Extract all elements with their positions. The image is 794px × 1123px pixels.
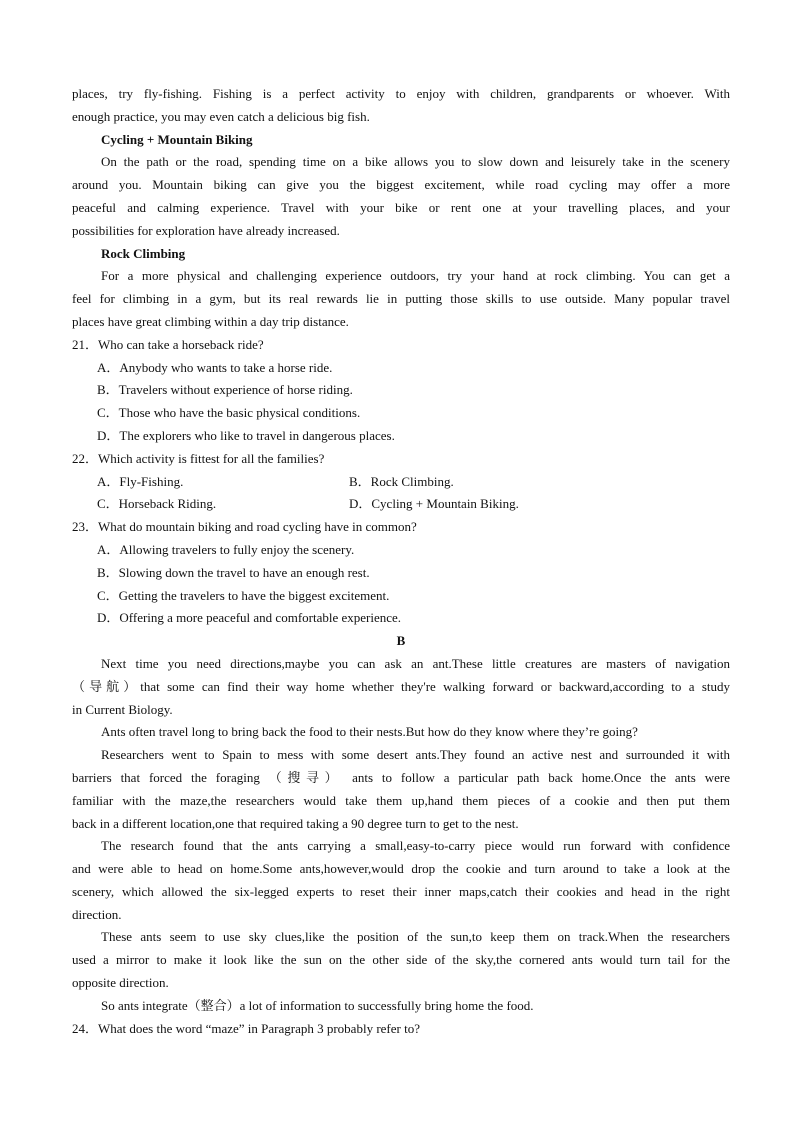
passage-b-p3-line: barriers that forced the foraging （搜寻） ants to follow a particular path back home.Once the ants were: [72, 769, 730, 785]
passage-b-p1-line: （导航）that some can find their way home whether they're walking forward or backward,according to a study: [72, 678, 730, 694]
passage-b-p4-line: direction.: [72, 906, 122, 922]
question-22-row-1: [72, 471, 730, 494]
question-21-option-d: D．The explorers who like to travel in dangerous places.: [97, 427, 395, 443]
passage-b-p5-line: These ants seem to use sky clues,like the position of the sun,to keep them on track.When the researchers: [101, 929, 730, 945]
passage-b-p1-line: in Current Biology.: [72, 701, 173, 717]
question-22-option-a: A．Fly-Fishing.: [97, 473, 184, 489]
question-23-option-a: A．Allowing travelers to fully enjoy the scenery.: [97, 541, 355, 557]
passage-b-p5-line: opposite direction.: [72, 975, 169, 991]
climbing-text-line: places have great climbing within a day trip distance.: [72, 313, 349, 329]
question-22-option-d: D．Cycling + Mountain Biking.: [349, 496, 519, 512]
passage-b-p3-line: Researchers went to Spain to mess with some desert ants.They found an active nest and surrounded it with: [101, 747, 730, 763]
climbing-text-line: For a more physical and challenging experience outdoors, try your hand at rock climbing. You can get a: [101, 268, 730, 284]
question-22-option-c: C．Horseback Riding.: [97, 496, 217, 512]
question-21-option-a: A．Anybody who wants to take a horse ride.: [97, 359, 333, 375]
section-title-climbing: Rock Climbing: [101, 245, 186, 261]
question-23-option-c: C．Getting the travelers to have the biggest excitement.: [97, 587, 390, 603]
cycling-text-line: On the path or the road, spending time on a bike allows you to slow down and leisurely take in the scenery: [101, 154, 730, 170]
passage-b-p4-line: scenery, which allowed the six-legged experts to reset their inner maps,catch their cookies and head in the right: [72, 883, 730, 899]
document-page: [72, 83, 730, 1040]
question-23-option-b: B．Slowing down the travel to have an enough rest.: [97, 564, 370, 580]
passage-b-p3-line: familiar with the maze,the researchers would take them up,hand them pieces of a cookie and then put them: [72, 792, 730, 808]
question-21-stem: 21．Who can take a horseback ride?: [72, 336, 264, 352]
passage-b-p4-line: and were able to head on home.Some ants,however,would drop the cookie and turn around to take a look at the: [72, 861, 730, 877]
passage-b-p4-line: The research found that the ants carrying a small,easy-to-carry piece would run forward with confidence: [101, 838, 730, 854]
question-23-stem: 23．What do mountain biking and road cycling have in common?: [72, 519, 417, 535]
question-21-option-c: C．Those who have the basic physical conditions.: [97, 405, 361, 421]
question-22-stem: 22．Which activity is fittest for all the families?: [72, 450, 325, 466]
passage-b-p2-line: Ants often travel long to bring back the food to their nests.But how do they know where they’re going?: [101, 724, 638, 740]
passage-b-p5-line: used a mirror to make it look like the sun on the other side of the sky,the cornered ants would turn tail for the: [72, 952, 730, 968]
fishing-text-line: places, try fly-fishing. Fishing is a perfect activity to enjoy with children, grandparents or whoever. With: [72, 86, 730, 101]
section-title-cycling: Cycling + Mountain Biking: [101, 131, 253, 147]
passage-b-heading: B: [396, 633, 406, 649]
climbing-text-line: feel for climbing in a gym, but its real rewards lie in putting those skills to use outside. Many popular travel: [72, 291, 730, 307]
question-23-option-d: D．Offering a more peaceful and comfortable experience.: [97, 610, 402, 626]
question-22-option-b: B．Rock Climbing.: [349, 473, 454, 489]
question-24-stem: 24．What does the word “maze” in Paragraph 3 probably refer to?: [72, 1020, 420, 1036]
question-21-option-b: B．Travelers without experience of horse riding.: [97, 382, 353, 398]
fishing-text-line: enough practice, you may even catch a delicious big fish.: [72, 108, 370, 124]
question-22-row-2: [72, 493, 730, 516]
passage-b-p1-line: Next time you need directions,maybe you can ask an ant.These little creatures are masters of navigation: [101, 655, 730, 671]
cycling-text-line: peaceful and calming experience. Travel with your bike or rent one at your travelling places, and your: [72, 199, 730, 215]
cycling-text-line: possibilities for exploration have already increased.: [72, 222, 340, 238]
passage-b-p3-line: back in a different location,one that required taking a 90 degree turn to get to the nest.: [72, 815, 519, 831]
passage-b-p6-line: So ants integrate（整合）a lot of information to successfully bring home the food.: [101, 997, 534, 1013]
cycling-text-line: around you. Mountain biking can give you the biggest excitement, while road cycling may offer a more: [72, 177, 730, 193]
